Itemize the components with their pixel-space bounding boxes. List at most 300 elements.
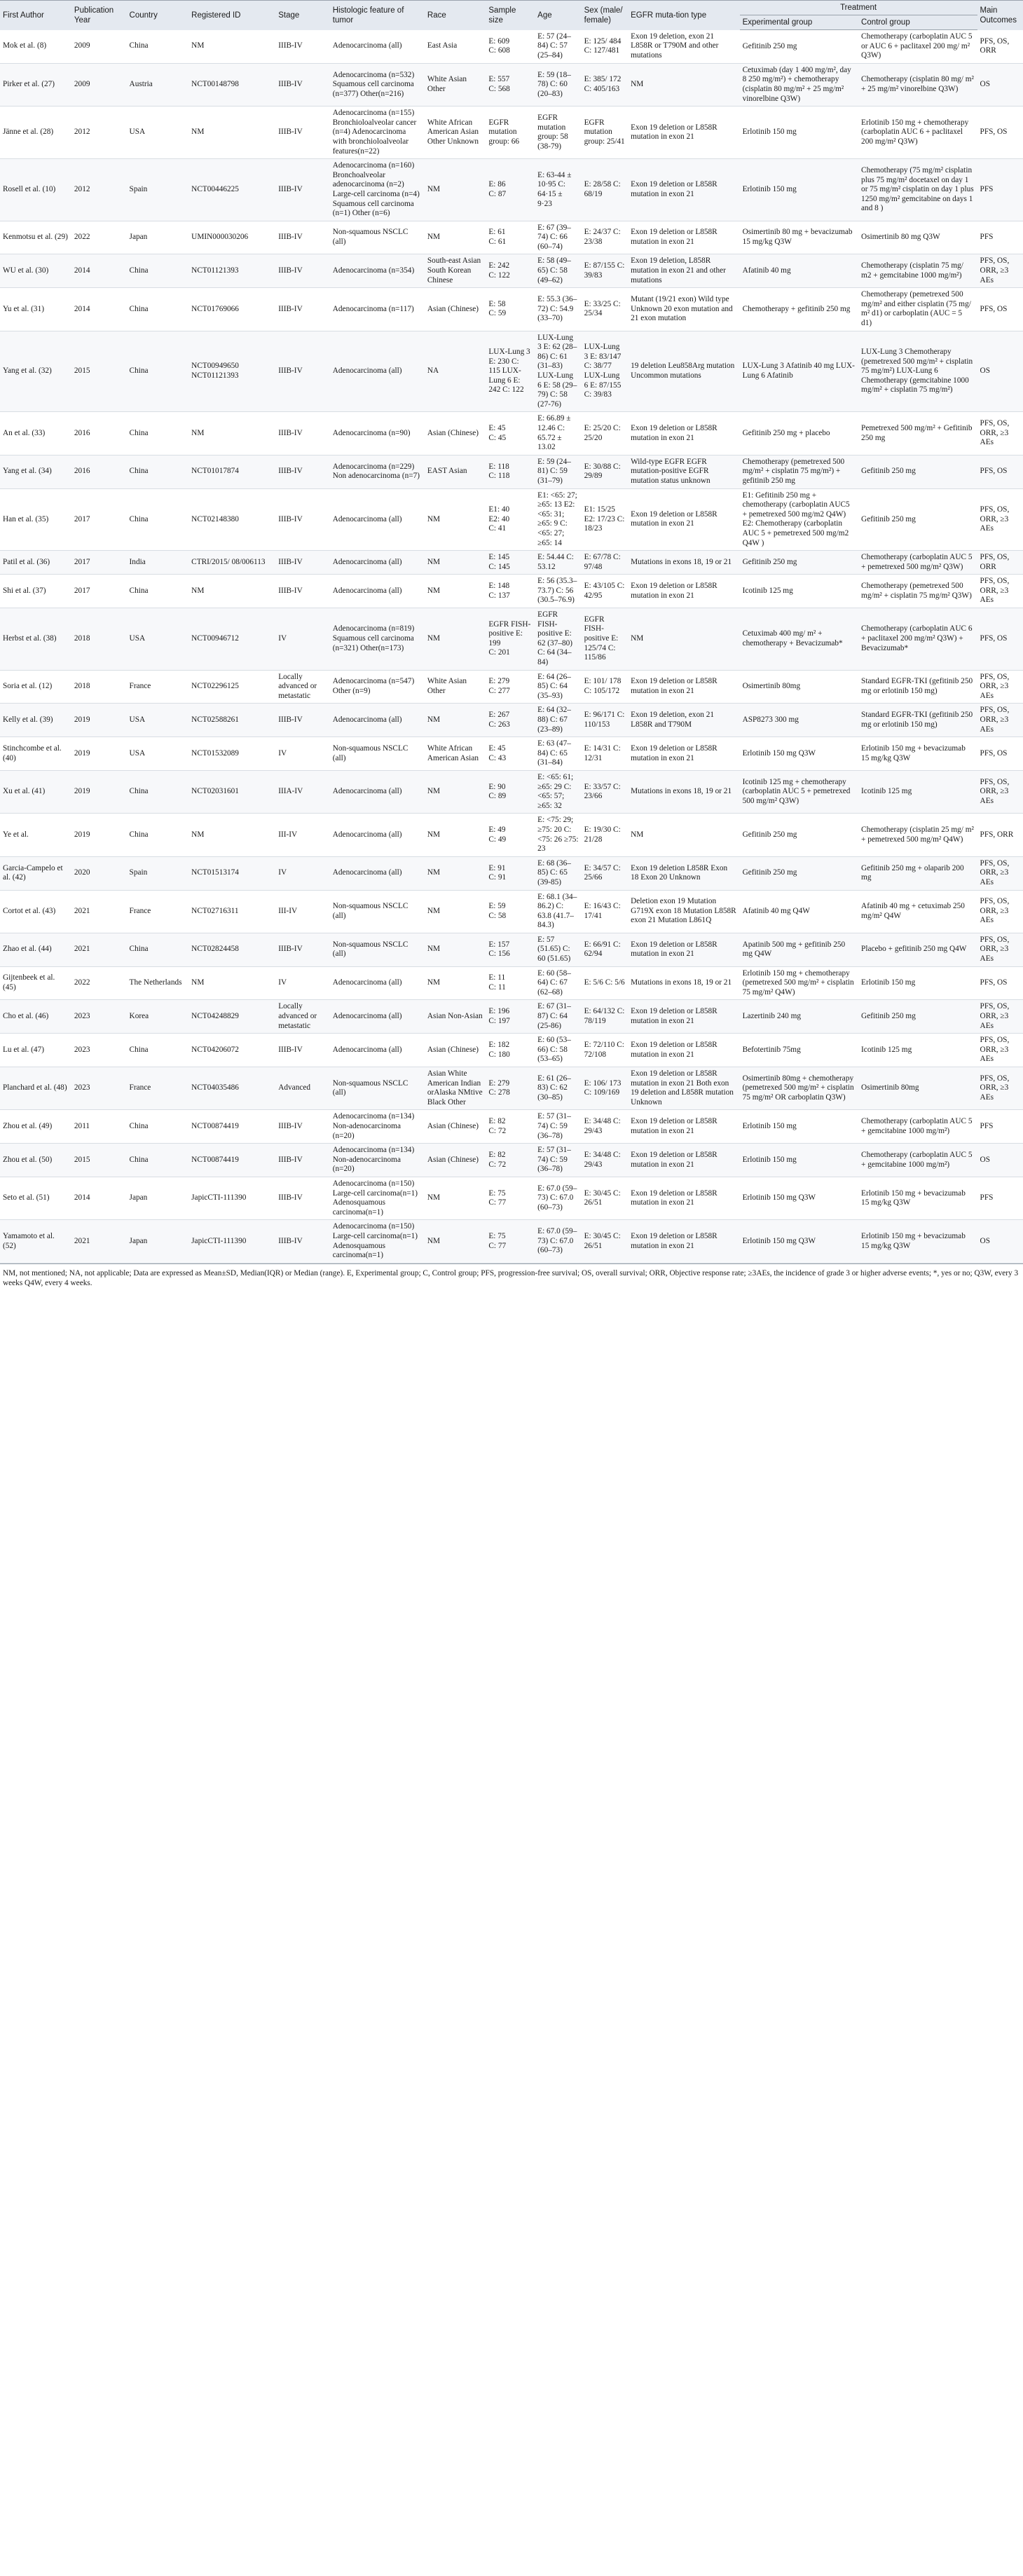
cell-control-group: Chemotherapy (carboplatin AUC 6 + paclitaxel 200 mg/m² Q3W) + Bevacizumab* xyxy=(858,608,977,671)
cell-sample-size: E: 59 C: 58 xyxy=(486,890,535,933)
cell-histology: Adenocarcinoma (n=532) Squamous cell carcinoma (n=377) Other(n=216) xyxy=(330,63,425,106)
cell-sample-size: LUX-Lung 3 E: 230 C: 115 LUX-Lung 6 E: 242 C: 122 xyxy=(486,331,535,412)
cell-first-author: An et al. (33) xyxy=(0,412,71,455)
cell-registered-id: NM xyxy=(188,30,275,64)
cell-experimental-group: Afatinib 40 mg xyxy=(740,254,858,288)
header-sex: Sex (male/ female) xyxy=(582,1,628,30)
cell-sample-size: E: 182 C: 180 xyxy=(486,1034,535,1067)
cell-main-outcomes: PFS, OS, ORR, ≥3 AEs xyxy=(977,704,1023,737)
cell-year: 2014 xyxy=(71,254,127,288)
cell-stage: III-IV xyxy=(275,814,330,856)
cell-sex: E: 34/48 C: 29/43 xyxy=(582,1144,628,1177)
cell-control-group: Erlotinib 150 mg + chemotherapy (carboplatin AUC 6 + paclitaxel 200 mg/m² Q3W) xyxy=(858,107,977,159)
cell-stage: Locally advanced or metastatic xyxy=(275,670,330,704)
cell-race: South-east Asian South Korean Chinese xyxy=(425,254,486,288)
cell-race: NM xyxy=(425,856,486,890)
table-row xyxy=(0,63,1023,106)
cell-histology: Adenocarcinoma (all) xyxy=(330,575,425,608)
cell-first-author: WU et al. (30) xyxy=(0,254,71,288)
cell-first-author: Ye et al. xyxy=(0,814,71,856)
cell-first-author: Jänne et al. (28) xyxy=(0,107,71,159)
cell-country: China xyxy=(127,412,189,455)
cell-sex: E: 106/ 173 C: 109/169 xyxy=(582,1067,628,1110)
cell-experimental-group: Erlotinib 150 mg Q3W xyxy=(740,1220,858,1263)
cell-histology: Adenocarcinoma (n=134) Non-adenocarcinoma (n=20) xyxy=(330,1144,425,1177)
cell-first-author: Pirker et al. (27) xyxy=(0,63,71,106)
cell-stage: IIIB-IV xyxy=(275,288,330,331)
cell-registered-id: NCT04248829 xyxy=(188,1000,275,1034)
cell-control-group: Chemotherapy (cisplatin 75 mg/ m2 + gemcitabine 1000 mg/m²) xyxy=(858,254,977,288)
cell-race: NM xyxy=(425,608,486,671)
cell-year: 2021 xyxy=(71,1220,127,1263)
cell-year: 2022 xyxy=(71,966,127,1000)
cell-country: Korea xyxy=(127,1000,189,1034)
cell-stage: IIIB-IV xyxy=(275,254,330,288)
cell-histology: Adenocarcinoma (all) xyxy=(330,1034,425,1067)
cell-registered-id: NCT01532089 xyxy=(188,737,275,771)
cell-race: NM xyxy=(425,551,486,575)
cell-race: Asian (Chinese) xyxy=(425,1034,486,1067)
cell-year: 2014 xyxy=(71,288,127,331)
cell-histology: Adenocarcinoma (all) xyxy=(330,488,425,551)
cell-first-author: Kenmotsu et al. (29) xyxy=(0,221,71,254)
cell-registered-id: NM xyxy=(188,412,275,455)
cell-main-outcomes: OS xyxy=(977,1144,1023,1177)
cell-age: E: 56 (35.3–73.7) C: 56 (30.5–76.9) xyxy=(535,575,581,608)
cell-year: 2022 xyxy=(71,221,127,254)
table-row xyxy=(0,814,1023,856)
cell-age: E: 63 (47–84) C: 65 (31–84) xyxy=(535,737,581,771)
cell-age: E: 68.1 (34–86.2) C: 63.8 (41.7–84.3) xyxy=(535,890,581,933)
cell-age: E: <65: 61; ≥65: 29 C: <65: 57; ≥65: 32 xyxy=(535,770,581,813)
cell-first-author: Cortot et al. (43) xyxy=(0,890,71,933)
cell-control-group: Chemotherapy (pemetrexed 500 mg/m² and either cisplatin (75 mg/ m² d1) or carboplatin (AUC = 5 d1) xyxy=(858,288,977,331)
cell-age: E: 66.89 ± 12.46 C: 65.72 ± 13.02 xyxy=(535,412,581,455)
cell-year: 2023 xyxy=(71,1067,127,1110)
table-footnote: NM, not mentioned; NA, not applicable; Data are expressed as Mean±SD, Median(IQR) or Median (range). E, Experimental group; C, Control group; PFS, progression-free survival; OS, overall survival; ORR, Objective response rate; ≥3AEs, the incidence of grade 3 or higher adverse events; *, yes or no; Q3W, every 3 weeks Q4W, every 4 weeks. xyxy=(0,1263,1023,1292)
cell-stage: IIIB-IV xyxy=(275,107,330,159)
header-egfr-mutation: EGFR muta-tion type xyxy=(628,1,740,30)
cell-control-group: Afatinib 40 mg + cetuximab 250 mg/m² Q4W xyxy=(858,890,977,933)
cell-egfr-mutation: Exon 19 deletion or L858R mutation in exon 21 Both exon 19 deletion and L858R mutation Unknown xyxy=(628,1067,740,1110)
cell-control-group: Chemotherapy (75 mg/m² cisplatin plus 75 mg/m² docetaxel on day 1 or 75 mg/m² cisplatin on day 1 plus 1250 mg/m² gemcitabine on days 1 and 8 ) xyxy=(858,159,977,221)
cell-sample-size: E: 86 C: 87 xyxy=(486,159,535,221)
cell-sex: E: 33/57 C: 23/66 xyxy=(582,770,628,813)
cell-control-group: Chemotherapy (cisplatin 25 mg/ m² + pemetrexed 500 mg/m² Q4W) xyxy=(858,814,977,856)
cell-histology: Adenocarcinoma (all) xyxy=(330,331,425,412)
cell-main-outcomes: PFS xyxy=(977,1110,1023,1144)
header-treatment: Treatment xyxy=(740,1,977,15)
cell-year: 2019 xyxy=(71,737,127,771)
cell-year: 2018 xyxy=(71,608,127,671)
cell-sample-size: E: 90 C: 89 xyxy=(486,770,535,813)
cell-country: China xyxy=(127,933,189,966)
table-row xyxy=(0,107,1023,159)
cell-race: White African American Asian xyxy=(425,737,486,771)
cell-age: E: 57 (24–84) C: 57 (25–84) xyxy=(535,30,581,64)
cell-age: E: 60 (53–66) C: 58 (53–65) xyxy=(535,1034,581,1067)
cell-registered-id: UMIN000030206 xyxy=(188,221,275,254)
cell-race: NM xyxy=(425,221,486,254)
cell-first-author: Stinchcombe et al. (40) xyxy=(0,737,71,771)
table-row xyxy=(0,1177,1023,1219)
cell-first-author: Garcia-Campelo et al. (42) xyxy=(0,856,71,890)
cell-experimental-group: Erlotinib 150 mg xyxy=(740,159,858,221)
cell-stage: IIIB-IV xyxy=(275,30,330,64)
cell-year: 2015 xyxy=(71,1144,127,1177)
cell-year: 2009 xyxy=(71,63,127,106)
cell-egfr-mutation: Mutations in exons 18, 19 or 21 xyxy=(628,551,740,575)
cell-stage: IV xyxy=(275,856,330,890)
cell-race: NM xyxy=(425,966,486,1000)
cell-egfr-mutation: Exon 19 deletion, exon 21 L858R and T790M xyxy=(628,704,740,737)
cell-sex: E: 64/132 C: 78/119 xyxy=(582,1000,628,1034)
cell-control-group: Standard EGFR-TKI (gefitinib 250 mg or erlotinib 150 mg) xyxy=(858,670,977,704)
cell-sample-size: EGFR FISH-positive E: 199 C: 201 xyxy=(486,608,535,671)
cell-control-group: Placebo + gefitinib 250 mg Q4W xyxy=(858,933,977,966)
cell-experimental-group: Erlotinib 150 mg Q3W xyxy=(740,1177,858,1219)
cell-sample-size: E: 557 C: 568 xyxy=(486,63,535,106)
cell-control-group: Gefitinib 250 mg + olaparib 200 mg xyxy=(858,856,977,890)
cell-age: E: 55.3 (36–72) C: 54.9 (33–70) xyxy=(535,288,581,331)
cell-year: 2019 xyxy=(71,814,127,856)
cell-registered-id: NCT00874419 xyxy=(188,1110,275,1144)
cell-stage: IIIB-IV xyxy=(275,933,330,966)
cell-country: China xyxy=(127,455,189,488)
cell-sex: E: 385/ 172 C: 405/163 xyxy=(582,63,628,106)
cell-experimental-group: Apatinib 500 mg + gefitinib 250 mg Q4W xyxy=(740,933,858,966)
cell-stage: IIIB-IV xyxy=(275,412,330,455)
cell-experimental-group: ASP8273 300 mg xyxy=(740,704,858,737)
header-stage: Stage xyxy=(275,1,330,30)
cell-main-outcomes: PFS, OS, ORR, ≥3 AEs xyxy=(977,670,1023,704)
table-row xyxy=(0,159,1023,221)
cell-age: E: 60 (58–64) C: 67 (62–68) xyxy=(535,966,581,1000)
cell-race: White Asian Other xyxy=(425,670,486,704)
cell-experimental-group: E1: Gefitinib 250 mg + chemotherapy (carboplatin AUC5 + pemetrexed 500 mg/m2 Q4W) E2: Chemotherapy (carboplatin AUC 5 + pemetrexed 500 mg/m2 Q4W ) xyxy=(740,488,858,551)
header-control-group: Control group xyxy=(858,15,977,30)
cell-egfr-mutation: Exon 19 deletion or L858R mutation in exon 21 xyxy=(628,1034,740,1067)
cell-age: E: 54.44 C: 53.12 xyxy=(535,551,581,575)
cell-sex: E: 67/78 C: 97/48 xyxy=(582,551,628,575)
cell-registered-id: NCT01017874 xyxy=(188,455,275,488)
cell-stage: IV xyxy=(275,608,330,671)
cell-main-outcomes: PFS, OS, ORR, ≥3 AEs xyxy=(977,412,1023,455)
cell-main-outcomes: PFS, OS, ORR, ≥3 AEs xyxy=(977,856,1023,890)
table-row xyxy=(0,890,1023,933)
cell-main-outcomes: PFS, OS, ORR, ≥3 AEs xyxy=(977,254,1023,288)
cell-sex: EGFR FISH-positive E: 125/74 C: 115/86 xyxy=(582,608,628,671)
cell-experimental-group: Osimertinib 80mg + chemotherapy (pemetrexed 500 mg/m² + cisplatin 75 mg/m² OR carboplatin Q3W) xyxy=(740,1067,858,1110)
cell-experimental-group: Gefitinib 250 mg + placebo xyxy=(740,412,858,455)
cell-stage: IIIB-IV xyxy=(275,1220,330,1263)
cell-registered-id: NCT04206072 xyxy=(188,1034,275,1067)
cell-egfr-mutation: NM xyxy=(628,814,740,856)
cell-egfr-mutation: Exon 19 deletion or L858R mutation in exon 21 xyxy=(628,737,740,771)
header-year: Publication Year xyxy=(71,1,127,30)
cell-sample-size: E: 91 C: 91 xyxy=(486,856,535,890)
cell-sex: E: 96/171 C: 110/153 xyxy=(582,704,628,737)
header-race: Race xyxy=(425,1,486,30)
cell-stage: IIIB-IV xyxy=(275,575,330,608)
cell-race: NA xyxy=(425,331,486,412)
cell-first-author: Cho et al. (46) xyxy=(0,1000,71,1034)
cell-egfr-mutation: Deletion exon 19 Mutation G719X exon 18 Mutation L858R exon 21 Mutation L861Q xyxy=(628,890,740,933)
cell-first-author: Yu et al. (31) xyxy=(0,288,71,331)
cell-experimental-group: Icotinib 125 mg xyxy=(740,575,858,608)
cell-egfr-mutation: Exon 19 deletion or L858R mutation in exon 21 xyxy=(628,670,740,704)
table-row xyxy=(0,221,1023,254)
cell-first-author: Lu et al. (47) xyxy=(0,1034,71,1067)
cell-histology: Adenocarcinoma (n=150) Large-cell carcinoma(n=1) Adenosquamous carcinoma(n=1) xyxy=(330,1177,425,1219)
header-main-outcomes: Main Outcomes xyxy=(977,1,1023,30)
cell-stage: IIIB-IV xyxy=(275,221,330,254)
cell-histology: Adenocarcinoma (all) xyxy=(330,814,425,856)
cell-egfr-mutation: Exon 19 deletion, exon 21 L858R or T790M and other mutations xyxy=(628,30,740,64)
cell-sex: E: 24/37 C: 23/38 xyxy=(582,221,628,254)
cell-stage: IIIB-IV xyxy=(275,704,330,737)
cell-registered-id: NCT00148798 xyxy=(188,63,275,106)
cell-country: USA xyxy=(127,704,189,737)
header-sample-size: Sample size xyxy=(486,1,535,30)
cell-experimental-group: Chemotherapy (pemetrexed 500 mg/m² + cisplatin 75 mg/m²) + gefitinib 250 mg xyxy=(740,455,858,488)
cell-control-group: Gefitinib 250 mg xyxy=(858,1000,977,1034)
cell-control-group: Chemotherapy (carboplatin AUC 5 + gemcitabine 1000 mg/m²) xyxy=(858,1144,977,1177)
cell-race: Asian (Chinese) xyxy=(425,412,486,455)
cell-age: EGFR mutation group: 58 (38-79) xyxy=(535,107,581,159)
table-row xyxy=(0,412,1023,455)
cell-age: E: <75: 29; ≥75: 20 C: <75: 26 ≥75: 23 xyxy=(535,814,581,856)
cell-registered-id: NM xyxy=(188,814,275,856)
cell-first-author: Mok et al. (8) xyxy=(0,30,71,64)
cell-country: Austria xyxy=(127,63,189,106)
cell-first-author: Soria et al. (12) xyxy=(0,670,71,704)
cell-experimental-group: Osimertinib 80 mg + bevacizumab 15 mg/kg Q3W xyxy=(740,221,858,254)
cell-first-author: Zhou et al. (49) xyxy=(0,1110,71,1144)
cell-egfr-mutation: 19 deletion Leu858Arg mutation Uncommon mutations xyxy=(628,331,740,412)
cell-first-author: Herbst et al. (38) xyxy=(0,608,71,671)
cell-sample-size: E: 49 C: 49 xyxy=(486,814,535,856)
cell-histology: Adenocarcinoma (all) xyxy=(330,966,425,1000)
cell-egfr-mutation: Exon 19 deletion or L858R mutation in exon 21 xyxy=(628,1110,740,1144)
cell-egfr-mutation: Exon 19 deletion or L858R mutation in exon 21 xyxy=(628,933,740,966)
cell-year: 2016 xyxy=(71,412,127,455)
table-row xyxy=(0,770,1023,813)
cell-experimental-group: Gefitinib 250 mg xyxy=(740,856,858,890)
cell-race: NM xyxy=(425,159,486,221)
cell-main-outcomes: PFS, OS xyxy=(977,608,1023,671)
cell-country: Spain xyxy=(127,159,189,221)
cell-registered-id: JapicCTI-111390 xyxy=(188,1220,275,1263)
table-row xyxy=(0,331,1023,412)
cell-country: USA xyxy=(127,608,189,671)
cell-sex: E: 19/30 C: 21/28 xyxy=(582,814,628,856)
cell-registered-id: NCT02148380 xyxy=(188,488,275,551)
cell-country: Japan xyxy=(127,221,189,254)
cell-main-outcomes: OS xyxy=(977,1220,1023,1263)
cell-main-outcomes: PFS, OS, ORR, ≥3 AEs xyxy=(977,488,1023,551)
cell-country: China xyxy=(127,288,189,331)
cell-main-outcomes: OS xyxy=(977,331,1023,412)
cell-country: Japan xyxy=(127,1177,189,1219)
cell-year: 2019 xyxy=(71,770,127,813)
cell-sample-size: E: 82 C: 72 xyxy=(486,1144,535,1177)
cell-experimental-group: Gefitinib 250 mg xyxy=(740,551,858,575)
cell-age: E: 63-44 ± 10·95 C: 64·15 ± 9·23 xyxy=(535,159,581,221)
cell-experimental-group: Gefitinib 250 mg xyxy=(740,30,858,64)
cell-race: East Asia xyxy=(425,30,486,64)
cell-sex: E: 34/48 C: 29/43 xyxy=(582,1110,628,1144)
cell-race: Asian (Chinese) xyxy=(425,288,486,331)
cell-sample-size: E: 609 C: 608 xyxy=(486,30,535,64)
cell-egfr-mutation: Exon 19 deletion or L858R mutation in exon 21 xyxy=(628,1177,740,1219)
cell-stage: III-IV xyxy=(275,890,330,933)
table-row xyxy=(0,30,1023,64)
cell-main-outcomes: OS xyxy=(977,63,1023,106)
cell-experimental-group: Cetuximab (day 1 400 mg/m², day 8 250 mg/m²) + chemotherapy (cisplatin 80 mg/m² + 25 mg/m² vinorelbine Q3W) xyxy=(740,63,858,106)
cell-year: 2021 xyxy=(71,933,127,966)
cell-race: Asian (Chinese) xyxy=(425,1110,486,1144)
cell-year: 2023 xyxy=(71,1000,127,1034)
cell-race: NM xyxy=(425,1220,486,1263)
cell-sex: E: 25/20 C: 25/20 xyxy=(582,412,628,455)
cell-sample-size: E: 75 C: 77 xyxy=(486,1177,535,1219)
cell-sex: LUX-Lung 3 E: 83/147 C: 38/77 LUX-Lung 6 E: 87/155 C: 39/83 xyxy=(582,331,628,412)
cell-race: Asian White American Indian orAlaska NMtive Black Other xyxy=(425,1067,486,1110)
cell-sample-size: E: 11 C: 11 xyxy=(486,966,535,1000)
cell-experimental-group: LUX-Lung 3 Afatinib 40 mg LUX-Lung 6 Afatinib xyxy=(740,331,858,412)
cell-experimental-group: Erlotinib 150 mg xyxy=(740,107,858,159)
cell-sample-size: E: 82 C: 72 xyxy=(486,1110,535,1144)
cell-stage: IIIB-IV xyxy=(275,331,330,412)
cell-sex: E1: 15/25 E2: 17/23 C: 18/23 xyxy=(582,488,628,551)
cell-sample-size: E: 58 C: 59 xyxy=(486,288,535,331)
cell-first-author: Xu et al. (41) xyxy=(0,770,71,813)
table-row xyxy=(0,254,1023,288)
header-registered-id: Registered ID xyxy=(188,1,275,30)
cell-race: Asian (Chinese) xyxy=(425,1144,486,1177)
cell-sample-size: E: 148 C: 137 xyxy=(486,575,535,608)
cell-race: NM xyxy=(425,890,486,933)
cell-sample-size: E: 118 C: 118 xyxy=(486,455,535,488)
cell-main-outcomes: PFS, OS, ORR, ≥3 AEs xyxy=(977,890,1023,933)
cell-registered-id: NM xyxy=(188,966,275,1000)
cell-registered-id: NM xyxy=(188,107,275,159)
cell-registered-id: NCT00874419 xyxy=(188,1144,275,1177)
cell-country: China xyxy=(127,1034,189,1067)
table-row xyxy=(0,1144,1023,1177)
header-age: Age xyxy=(535,1,581,30)
cell-stage: IIIB-IV xyxy=(275,1177,330,1219)
cell-histology: Adenocarcinoma (n=160) Bronchoalveolar adenocarcinoma (n=2) Large-cell carcinoma (n=4) Squamous cell carcinoma (n=1) Other (n=6) xyxy=(330,159,425,221)
cell-country: France xyxy=(127,890,189,933)
cell-race: White African American Asian Other Unknown xyxy=(425,107,486,159)
cell-registered-id: NCT01513174 xyxy=(188,856,275,890)
cell-age: E: 67.0 (59–73) C: 67.0 (60–73) xyxy=(535,1220,581,1263)
cell-control-group: Chemotherapy (carboplatin AUC 5 + gemcitabine 1000 mg/m²) xyxy=(858,1110,977,1144)
cell-sex: E: 125/ 484 C: 127/481 xyxy=(582,30,628,64)
cell-main-outcomes: PFS, ORR xyxy=(977,814,1023,856)
cell-year: 2009 xyxy=(71,30,127,64)
cell-race: NM xyxy=(425,575,486,608)
cell-egfr-mutation: Exon 19 deletion or L858R mutation in exon 21 xyxy=(628,107,740,159)
cell-main-outcomes: PFS, OS, ORR, ≥3 AEs xyxy=(977,1067,1023,1110)
cell-age: E: 68 (36–85) C: 65 (39-85) xyxy=(535,856,581,890)
cell-country: China xyxy=(127,30,189,64)
cell-year: 2014 xyxy=(71,1177,127,1219)
cell-histology: Adenocarcinoma (all) xyxy=(330,770,425,813)
cell-histology: Adenocarcinoma (n=354) xyxy=(330,254,425,288)
cell-egfr-mutation: Mutations in exons 18, 19 or 21 xyxy=(628,770,740,813)
table-row xyxy=(0,1067,1023,1110)
table-row xyxy=(0,670,1023,704)
cell-age: E: 67 (39–74) C: 66 (60–74) xyxy=(535,221,581,254)
cell-sex: E: 87/155 C: 39/83 xyxy=(582,254,628,288)
cell-histology: Adenocarcinoma (n=547) Other (n=9) xyxy=(330,670,425,704)
cell-main-outcomes: PFS, OS, ORR xyxy=(977,551,1023,575)
cell-control-group: Osimertinib 80mg xyxy=(858,1067,977,1110)
table-body xyxy=(0,30,1023,1263)
cell-control-group: Standard EGFR-TKI (gefitinib 250 mg or erlotinib 150 mg) xyxy=(858,704,977,737)
cell-main-outcomes: PFS, OS, ORR xyxy=(977,30,1023,64)
cell-country: The Netherlands xyxy=(127,966,189,1000)
cell-main-outcomes: PFS, OS xyxy=(977,288,1023,331)
cell-age: E: 57 (31–74) C: 59 (36–78) xyxy=(535,1110,581,1144)
table-row xyxy=(0,488,1023,551)
cell-first-author: Yang et al. (34) xyxy=(0,455,71,488)
cell-control-group: Erlotinib 150 mg xyxy=(858,966,977,1000)
cell-histology: Non-squamous NSCLC (all) xyxy=(330,933,425,966)
cell-control-group: Chemotherapy (carboplatin AUC 5 or AUC 6 + paclitaxel 200 mg/ m² Q3W) xyxy=(858,30,977,64)
cell-year: 2019 xyxy=(71,704,127,737)
cell-first-author: Seto et al. (51) xyxy=(0,1177,71,1219)
cell-sample-size: EGFR mutation group: 66 xyxy=(486,107,535,159)
cell-registered-id: NCT04035486 xyxy=(188,1067,275,1110)
cell-race: NM xyxy=(425,770,486,813)
cell-experimental-group: Lazertinib 240 mg xyxy=(740,1000,858,1034)
cell-sample-size: E1: 40 E2: 40 C: 41 xyxy=(486,488,535,551)
cell-sex: E: 33/25 C: 25/34 xyxy=(582,288,628,331)
cell-country: France xyxy=(127,670,189,704)
cell-country: China xyxy=(127,814,189,856)
cell-race: White Asian Other xyxy=(425,63,486,106)
cell-stage: IIIB-IV xyxy=(275,1144,330,1177)
cell-first-author: Rosell et al. (10) xyxy=(0,159,71,221)
cell-histology: Adenocarcinoma (n=819) Squamous cell carcinoma (n=321) Other(n=173) xyxy=(330,608,425,671)
cell-age: E1: <65: 27; ≥65: 13 E2: <65: 31; ≥65: 9 C: <65: 27; ≥65: 14 xyxy=(535,488,581,551)
cell-sex: E: 5/6 C: 5/6 xyxy=(582,966,628,1000)
cell-first-author: Gijtenbeek et al. (45) xyxy=(0,966,71,1000)
cell-control-group: Erlotinib 150 mg + bevacizumab 15 mg/kg Q3W xyxy=(858,1177,977,1219)
cell-registered-id: NCT00949650 NCT01121393 xyxy=(188,331,275,412)
cell-age: E: 61 (26–83) C: 62 (30–85) xyxy=(535,1067,581,1110)
cell-sex: E: 14/31 C: 12/31 xyxy=(582,737,628,771)
cell-first-author: Shi et al. (37) xyxy=(0,575,71,608)
cell-year: 2017 xyxy=(71,488,127,551)
table-row xyxy=(0,1220,1023,1263)
cell-country: USA xyxy=(127,737,189,771)
header-experimental-group: Experimental group xyxy=(740,15,858,30)
cell-age: E: 67 (31–87) C: 64 (25-86) xyxy=(535,1000,581,1034)
cell-experimental-group: Afatinib 40 mg Q4W xyxy=(740,890,858,933)
cell-experimental-group: Erlotinib 150 mg + chemotherapy (pemetrexed 500 mg/m² + cisplatin 75 mg/m² Q4W) xyxy=(740,966,858,1000)
cell-stage: Locally advanced or metastatic xyxy=(275,1000,330,1034)
cell-egfr-mutation: Wild-type EGFR EGFR mutation-positive EGFR mutation status unknown xyxy=(628,455,740,488)
cell-race: NM xyxy=(425,933,486,966)
cell-year: 2012 xyxy=(71,107,127,159)
cell-year: 2018 xyxy=(71,670,127,704)
cell-egfr-mutation: Exon 19 deletion or L858R mutation in exon 21 xyxy=(628,1144,740,1177)
